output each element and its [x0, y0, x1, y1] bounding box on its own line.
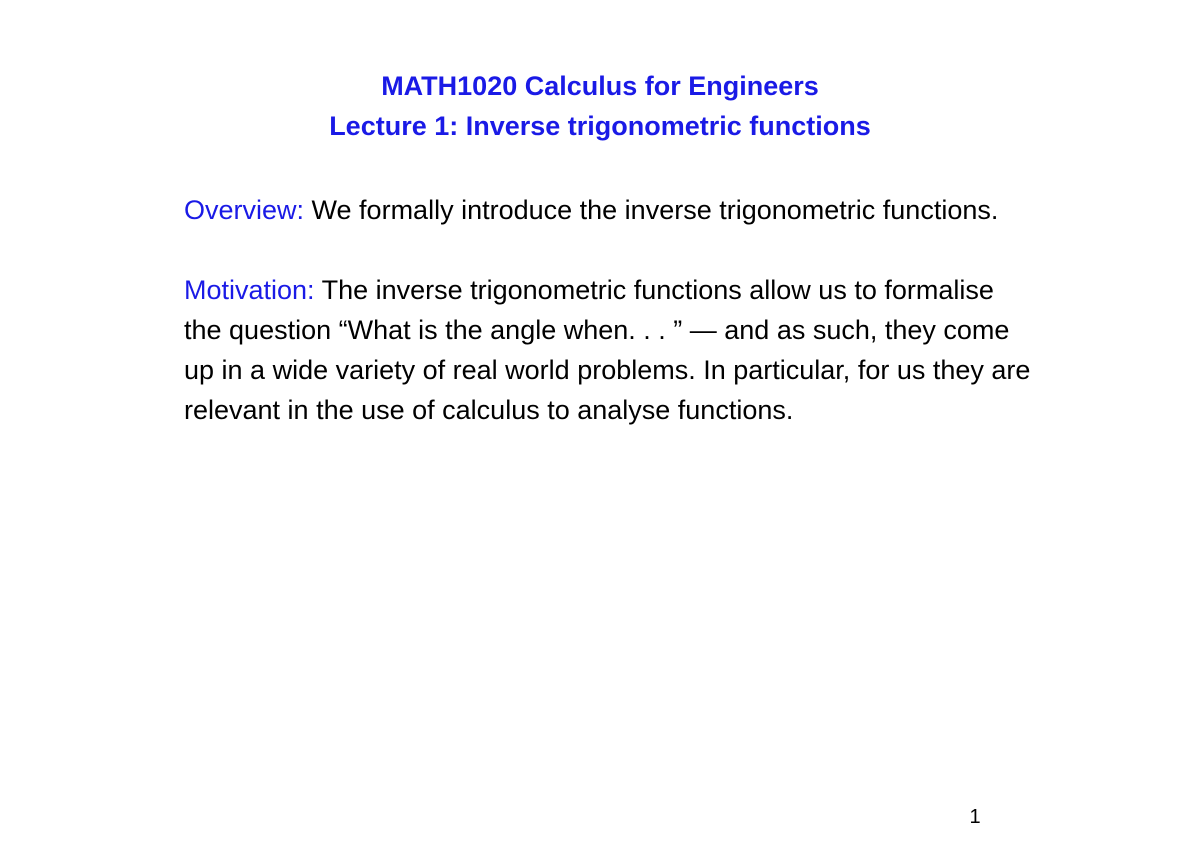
lecture-title: Lecture 1: Inverse trigonometric functions [329, 111, 871, 141]
overview-label: Overview: [184, 195, 305, 225]
overview-paragraph [184, 190, 1034, 230]
slide-title [0, 66, 1200, 146]
motivation-text: The inverse trigonometric functions allow us to formalise the question “What is the angle when. . . ” — and as such, they come up in a wide variety of real world problems. In particular, for us they are relevant in the use of calculus to analyse functions. [184, 275, 1031, 425]
motivation-paragraph [184, 270, 1034, 430]
overview-text: We formally introduce the inverse trigonometric functions. [311, 195, 999, 225]
page-number: 1 [969, 806, 981, 828]
slide-body [184, 190, 1034, 470]
motivation-label: Motivation: [184, 275, 315, 305]
course-title: MATH1020 Calculus for Engineers [381, 71, 819, 101]
